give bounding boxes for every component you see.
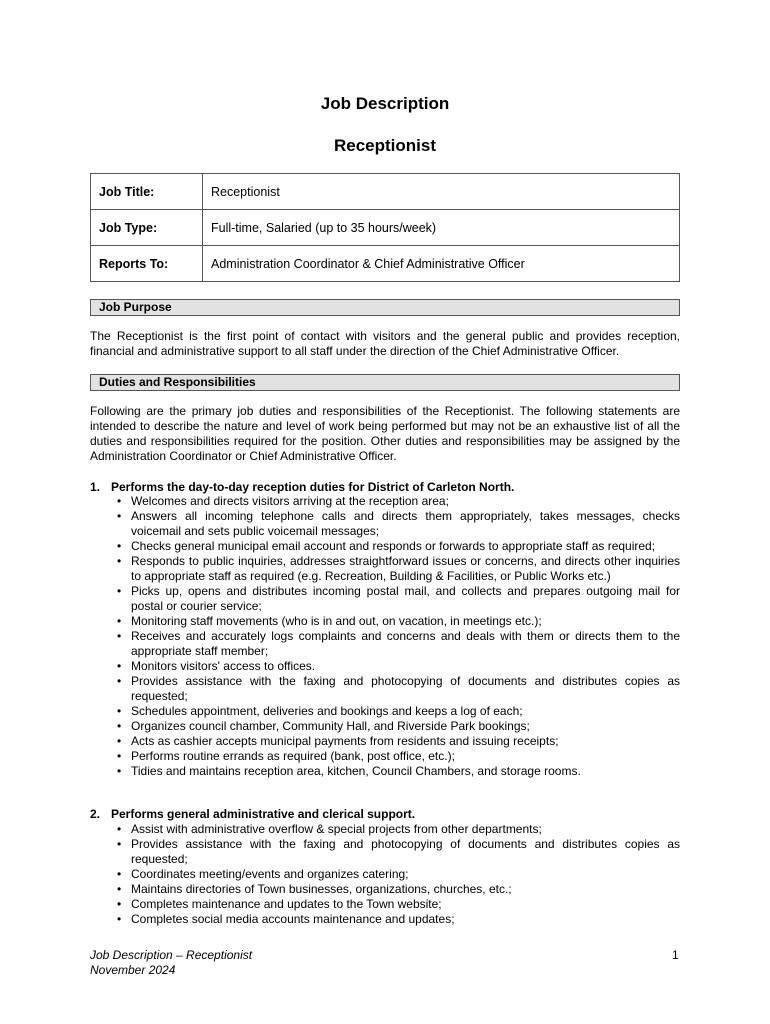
table-row (91, 174, 680, 210)
list-item: • Monitoring staff movements (who is in and out, on vacation, in meetings etc.); (116, 614, 680, 629)
list-item: • Monitors visitors' access to offices. (116, 659, 680, 674)
list-item: • Welcomes and directs visitors arriving at the reception area; (116, 494, 680, 509)
table-row (91, 210, 680, 246)
list-item: • Provides assistance with the faxing and photocopying of documents and distributes copies as requested; (116, 674, 680, 704)
list-item: • Performs routine errands as required (bank, post office, etc.); (116, 749, 680, 764)
list-item: • Organizes council chamber, Community Hall, and Riverside Park bookings; (116, 719, 680, 734)
document-subtitle: Receptionist (333, 136, 437, 155)
duty-section-title: Performs general administrative and clerical support. (111, 807, 416, 821)
job-info-table (90, 173, 680, 282)
reports-to-value: Administration Coordinator & Chief Administrative Officer (203, 246, 680, 282)
duty-section-number: 2. (90, 807, 101, 821)
list-item: • Maintains directories of Town businesses, organizations, churches, etc.; (116, 882, 680, 897)
job-title-value: Receptionist (203, 174, 680, 210)
list-item: • Schedules appointment, deliveries and bookings and keeps a log of each; (116, 704, 680, 719)
job-title-label: Job Title: (91, 174, 203, 210)
list-item: • Tidies and maintains reception area, kitchen, Council Chambers, and storage rooms. (116, 764, 680, 779)
list-item: • Receives and accurately logs complaints and concerns and deals with them or directs them to the appropriate staff member; (116, 629, 680, 659)
list-item: • Responds to public inquiries, addresses straightforward issues or concerns, and directs other inquiries to appropriate staff as required (e.g. Recreation, Building & Facilities, or Public Works etc.) (116, 554, 680, 584)
duty-section-title: Performs the day-to-day reception duties for District of Carleton North. (111, 480, 515, 494)
list-item: • Coordinates meeting/events and organizes catering; (116, 867, 680, 882)
duty-section-heading (90, 480, 514, 495)
footer-doc-name: Job Description – Receptionist (90, 948, 253, 962)
duty-section-heading (90, 807, 415, 822)
footer-date: November 2024 (90, 963, 176, 977)
administrative-duties-list (116, 822, 680, 927)
list-item: • Picks up, opens and distributes incoming postal mail, and collects and prepares outgoing mail for postal or courier service; (116, 584, 680, 614)
footer-text (90, 948, 252, 978)
list-item: • Acts as cashier accepts municipal payments from residents and issuing receipts; (116, 734, 680, 749)
job-type-label: Job Type: (91, 210, 203, 246)
duties-heading: Duties and Responsibilities (90, 374, 680, 391)
job-purpose-heading: Job Purpose (90, 299, 680, 316)
job-purpose-text: The Receptionist is the first point of contact with visitors and the general public and provides reception, financial and administrative support to all staff under the direction of the Chief Administrative Officer. (90, 329, 680, 358)
list-item: • Checks general municipal email account and responds or forwards to appropriate staff as required; (116, 539, 680, 554)
duty-section-number: 1. (90, 480, 101, 494)
list-item: • Answers all incoming telephone calls and directs them appropriately, takes messages, checks voicemail and sets public voicemail messages; (116, 509, 680, 539)
job-type-value: Full-time, Salaried (up to 35 hours/week) (203, 210, 680, 246)
duties-intro: Following are the primary job duties and responsibilities of the Receptionist. The following statements are intended to describe the nature and level of work being performed but may not be an exhaustive list of all the duties and responsibilities required for the position. Other duties and responsibilities may be assigned by the Administration Coordinator or Chief Administrative Officer. (90, 404, 680, 463)
page-number: 1 (672, 948, 679, 962)
table-row (91, 246, 680, 282)
list-item: • Completes social media accounts maintenance and updates; (116, 912, 680, 927)
list-item: • Provides assistance with the faxing and photocopying of documents and distributes copies as requested; (116, 837, 680, 867)
document-title: Job Description (320, 94, 450, 113)
list-item: • Assist with administrative overflow & special projects from other departments; (116, 822, 680, 837)
list-item: • Completes maintenance and updates to the Town website; (116, 897, 680, 912)
reports-to-label: Reports To: (91, 246, 203, 282)
reception-duties-list (116, 494, 680, 779)
